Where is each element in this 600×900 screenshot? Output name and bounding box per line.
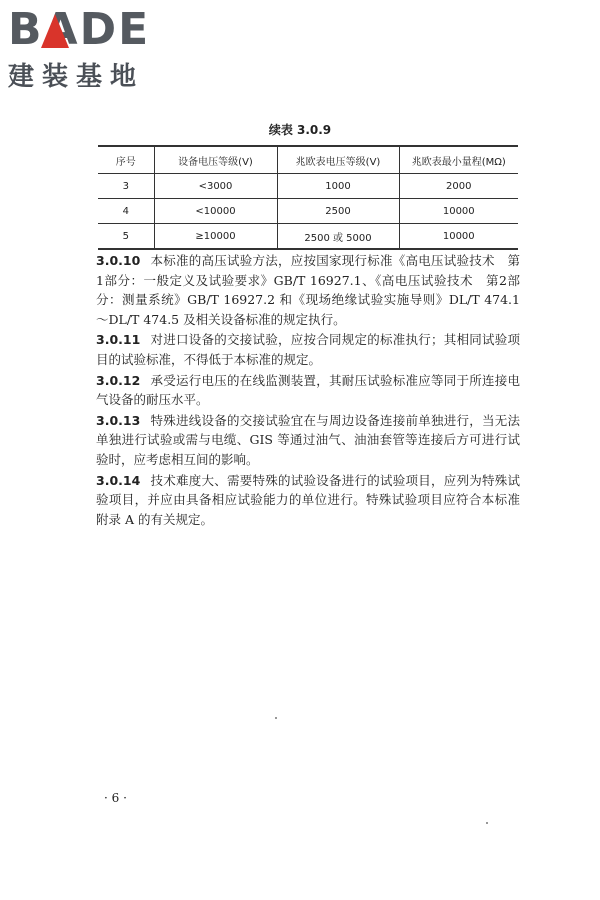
table-header-cell: 兆欧表最小量程(MΩ) <box>399 146 518 174</box>
table-cell: 2500 <box>277 199 399 224</box>
brand-logo <box>8 6 178 96</box>
data-table <box>98 145 518 250</box>
scan-speck <box>275 717 277 719</box>
table-cell: 4 <box>98 199 154 224</box>
page-number: · 6 · <box>104 791 127 805</box>
clause-number: 3.0.14 <box>96 472 141 488</box>
table-cell: ≥10000 <box>154 224 277 250</box>
clause-3-0-14 <box>96 471 520 530</box>
logo-subtitle: 建装基地 <box>8 62 145 92</box>
clause-number: 3.0.13 <box>96 412 141 428</box>
clause-number: 3.0.11 <box>96 332 141 348</box>
table-cell: 2500 或 5000 <box>277 224 399 250</box>
body-text <box>96 251 520 530</box>
table-cell: <10000 <box>154 199 277 224</box>
table-cell: 1000 <box>277 174 399 199</box>
clause-text: 本标准的高压试验方法，应按国家现行标准《高电压试验技术 第1部分：一般定义及试验要求》GB/T 16927.1、《高电压试验技术 第2部分：测量系统》GB/T 16927.2 和《现场绝缘试验实施导则》DL/T 474.1～DL/T 474.5 及相关设备标准的规定执行。 <box>96 253 520 327</box>
table-cell: 10000 <box>399 199 518 224</box>
clause-3-0-13 <box>96 411 520 470</box>
logo-wordmark: BADE <box>8 4 151 55</box>
table-cell: 5 <box>98 224 154 250</box>
clause-number: 3.0.12 <box>96 372 141 388</box>
table-header-cell: 设备电压等级(V) <box>154 146 277 174</box>
table-row <box>98 199 518 224</box>
table-cell: 2000 <box>399 174 518 199</box>
table-row <box>98 174 518 199</box>
table-header-cell: 兆欧表电压等级(V) <box>277 146 399 174</box>
table-row <box>98 224 518 250</box>
table-cell: 10000 <box>399 224 518 250</box>
table-header-row <box>98 146 518 174</box>
clause-text: 对进口设备的交接试验，应按合同规定的标准执行；其相同试验项目的试验标准，不得低于本标准的规定。 <box>96 332 520 367</box>
table-header-cell: 序号 <box>98 146 154 174</box>
logo-red-triangle <box>41 14 69 48</box>
clause-3-0-10 <box>96 251 520 329</box>
table-cell: 3 <box>98 174 154 199</box>
table-cell: <3000 <box>154 174 277 199</box>
clause-text: 承受运行电压的在线监测装置，其耐压试验标准应等同于所连接电气设备的耐压水平。 <box>96 372 520 408</box>
clause-3-0-12 <box>96 371 520 410</box>
scan-speck <box>486 822 488 824</box>
clause-text: 技术难度大、需要特殊的试验设备进行的试验项目，应列为特殊试验项目，并应由具备相应试验能力的单位进行。特殊试验项目应符合本标准附录 A 的有关规定。 <box>96 472 520 527</box>
clause-3-0-11 <box>96 330 520 369</box>
clause-text: 特殊进线设备的交接试验宜在与周边设备连接前单独进行，当无法单独进行试验或需与电缆、GIS 等通过油气、油油套管等连接后方可进行试验时，应考虑相互间的影响。 <box>96 412 520 467</box>
table-caption: 续表 3.0.9 <box>268 123 332 137</box>
clause-number: 3.0.10 <box>96 253 141 268</box>
